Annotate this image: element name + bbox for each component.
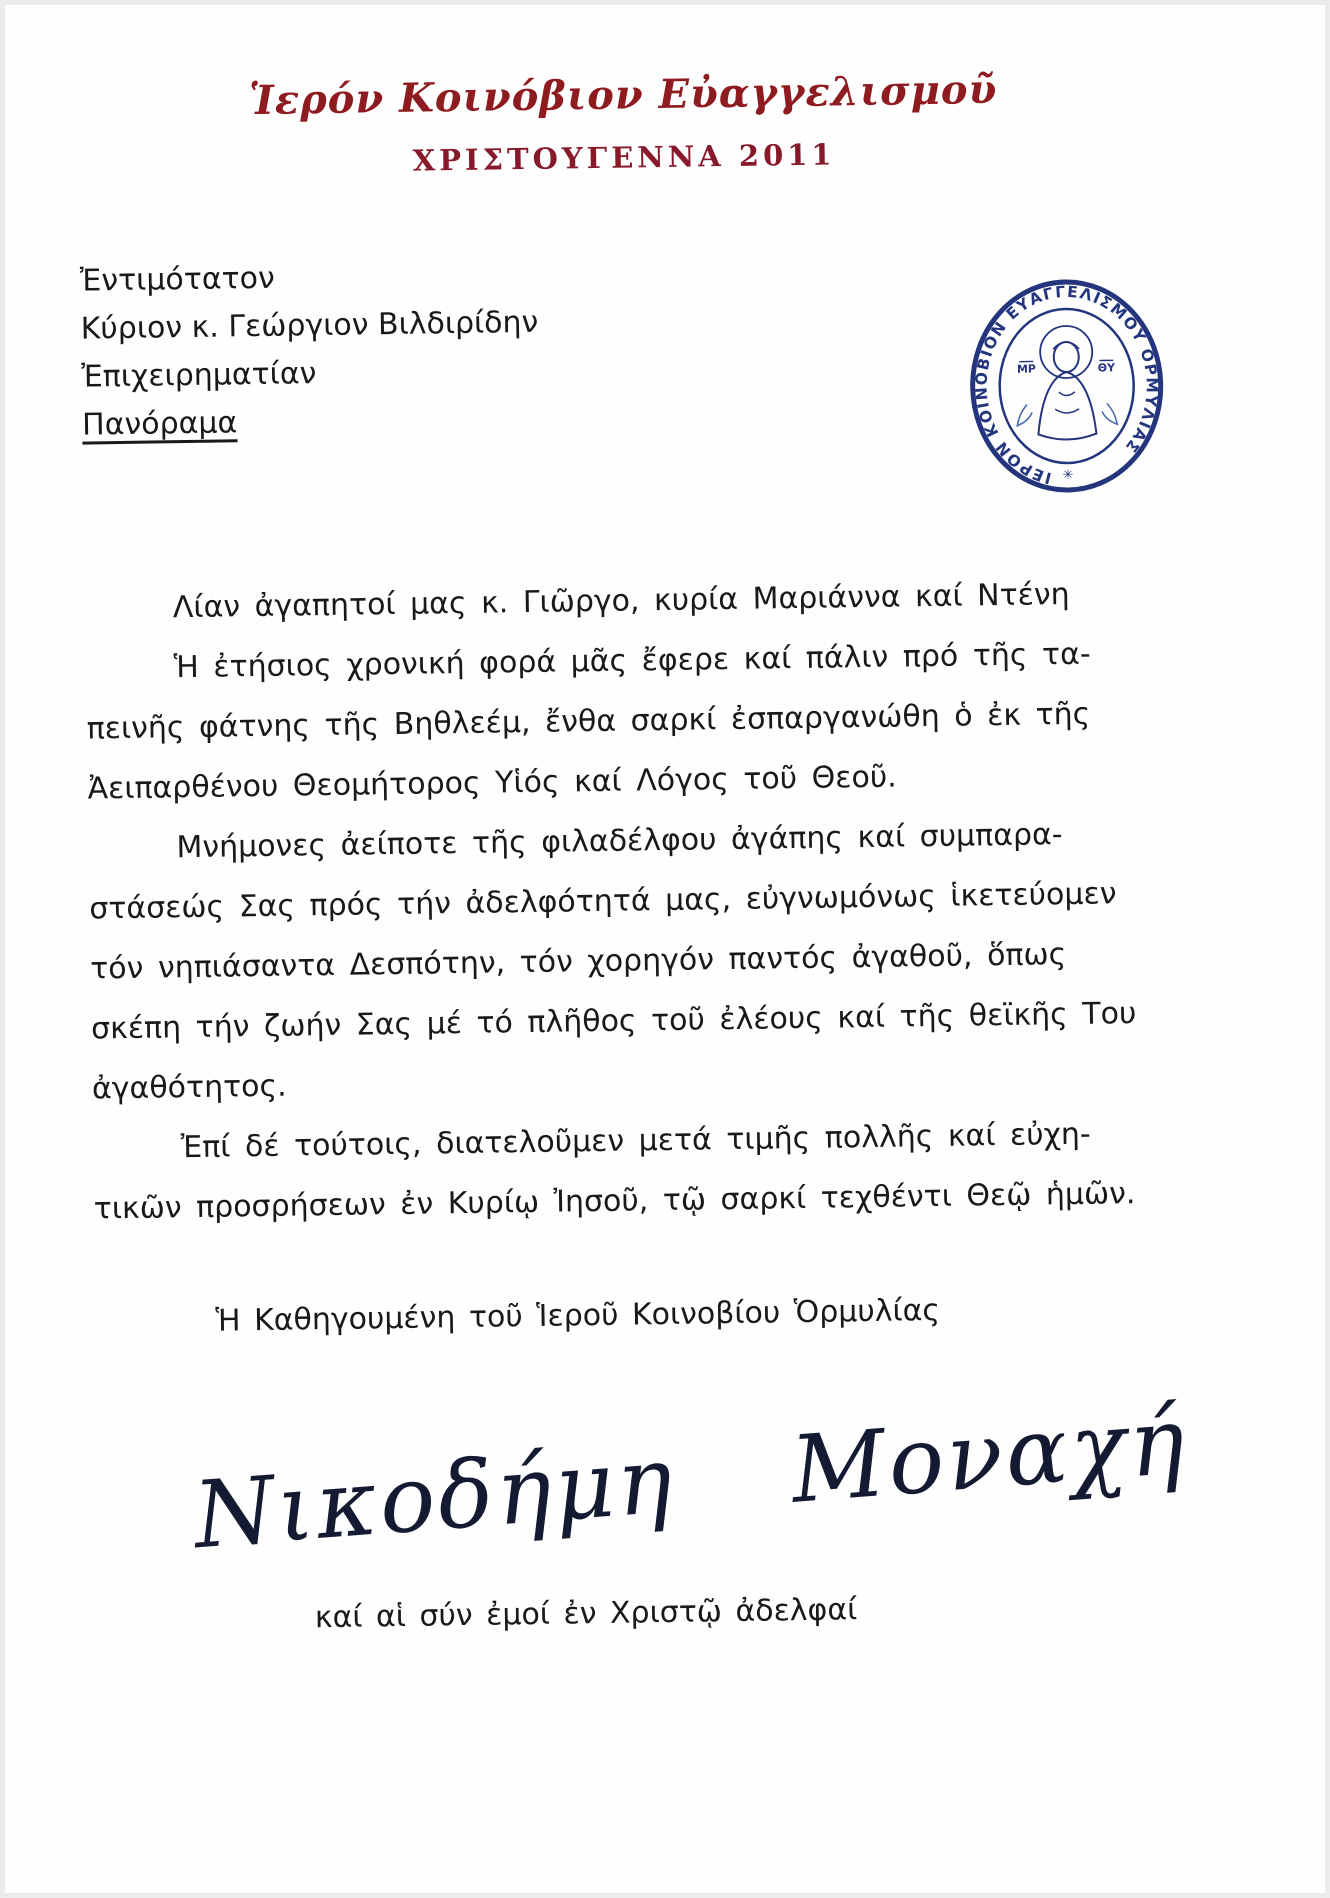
body-line: ἀγαθότητος.: [91, 1068, 287, 1107]
body-line: Ἐπί δέ τούτοις, διατελοῦμεν μετά τιμῆς πολλῆς καί εὐχη-: [180, 1116, 1091, 1166]
recipient-block: [80, 251, 540, 450]
head: [1054, 342, 1079, 372]
seal-bottom-ornament: ✳: [1062, 467, 1074, 484]
monastery-seal: [965, 274, 1168, 499]
seal-inner-ring: [999, 308, 1135, 464]
abbr-mr: ΜΡ: [1016, 362, 1037, 376]
recipient-location: Πανόραμα: [81, 405, 238, 443]
postscript-line: καί αἱ σύν ἐμοί ἐν Χριστῷ ἀδελφαί: [314, 1592, 858, 1636]
seal-ring-text: ΙΕΡΟΝ ΚΟΙΝΟΒΙΟΝ ΕΥΑΓΓΕΛΙΣΜΟΥ ΟΡΜΥΛΙΑΣ: [972, 282, 1161, 488]
recipient-profession: Ἐπιχειρηματίαν: [81, 356, 317, 395]
robe: [1037, 372, 1096, 440]
masthead: [249, 66, 999, 180]
handwritten-signature: Νικοδήμη Μοναχή: [190, 1387, 1191, 1570]
recipient-name: Κύριον κ. Γεώργιον Βιλδιρίδην: [80, 304, 539, 347]
occasion-title: ΧΡΙΣΤΟΥΓΕΝΝΑ 2011: [412, 137, 836, 178]
body-line: τικῶν προσρήσεων ἐν Κυρίῳ Ἰησοῦ, τῷ σαρκί τεχθέντι Θεῷ ἡμῶν.: [93, 1176, 1136, 1227]
salutation-line: Λίαν ἀγαπητοί μας κ. Γιῶργο, κυρία Μαριάννα καί Ντένη: [172, 576, 1070, 626]
left-branch: [1017, 404, 1032, 425]
theotokos-icon: [1016, 325, 1118, 440]
drapery-fold-1: [1059, 392, 1075, 396]
abbess-title-line: Ἡ Καθηγουμένη τοῦ Ἱεροῦ Κοινοβίου Ὁρμυλίας: [215, 1292, 941, 1339]
body-line: Ἡ ἐτήσιος χρονική φορά μᾶς ἔφερε καί πάλιν πρό τῆς τα-: [173, 636, 1091, 686]
body-line: Μνήμονες ἀείποτε τῆς φιλαδέλφου ἀγάπης καί συμπαρα-: [176, 817, 1063, 866]
body-line: Ἀειπαρθένου Θεομήτορος Υἱός καί Λόγος τοῦ Θεοῦ.: [87, 759, 897, 807]
right-branch: [1102, 403, 1117, 424]
drapery-fold-2: [1055, 409, 1079, 413]
body-line: τόν νηπιάσαντα Δεσπότην, τόν χορηγόν παντός ἀγαθοῦ, ὅπως: [89, 937, 1067, 987]
body-line: σκέπη τήν ζωήν Σας μέ τό πλῆθος τοῦ ἐλέους καί τῆς θεϊκῆς Του: [90, 996, 1137, 1047]
letter-body: [84, 562, 1269, 1239]
abbr-thy: ΘΥ: [1097, 361, 1116, 375]
recipient-honorific: Ἐντιμότατον: [79, 260, 276, 299]
body-line: στάσεώς Σας πρός τήν ἀδελφότητά μας, εὐγνωμόνως ἱκετεύομεν: [89, 876, 1117, 927]
monastery-name: Ἱερόν Κοινόβιον Εὐαγγελισμοῦ: [248, 65, 998, 125]
halo: [1040, 326, 1093, 379]
body-line: πεινῆς φάτνης τῆς Βηθλεέμ, ἔνθα σαρκί ἐσπαργανώθη ὁ ἐκ τῆς: [86, 696, 1091, 747]
